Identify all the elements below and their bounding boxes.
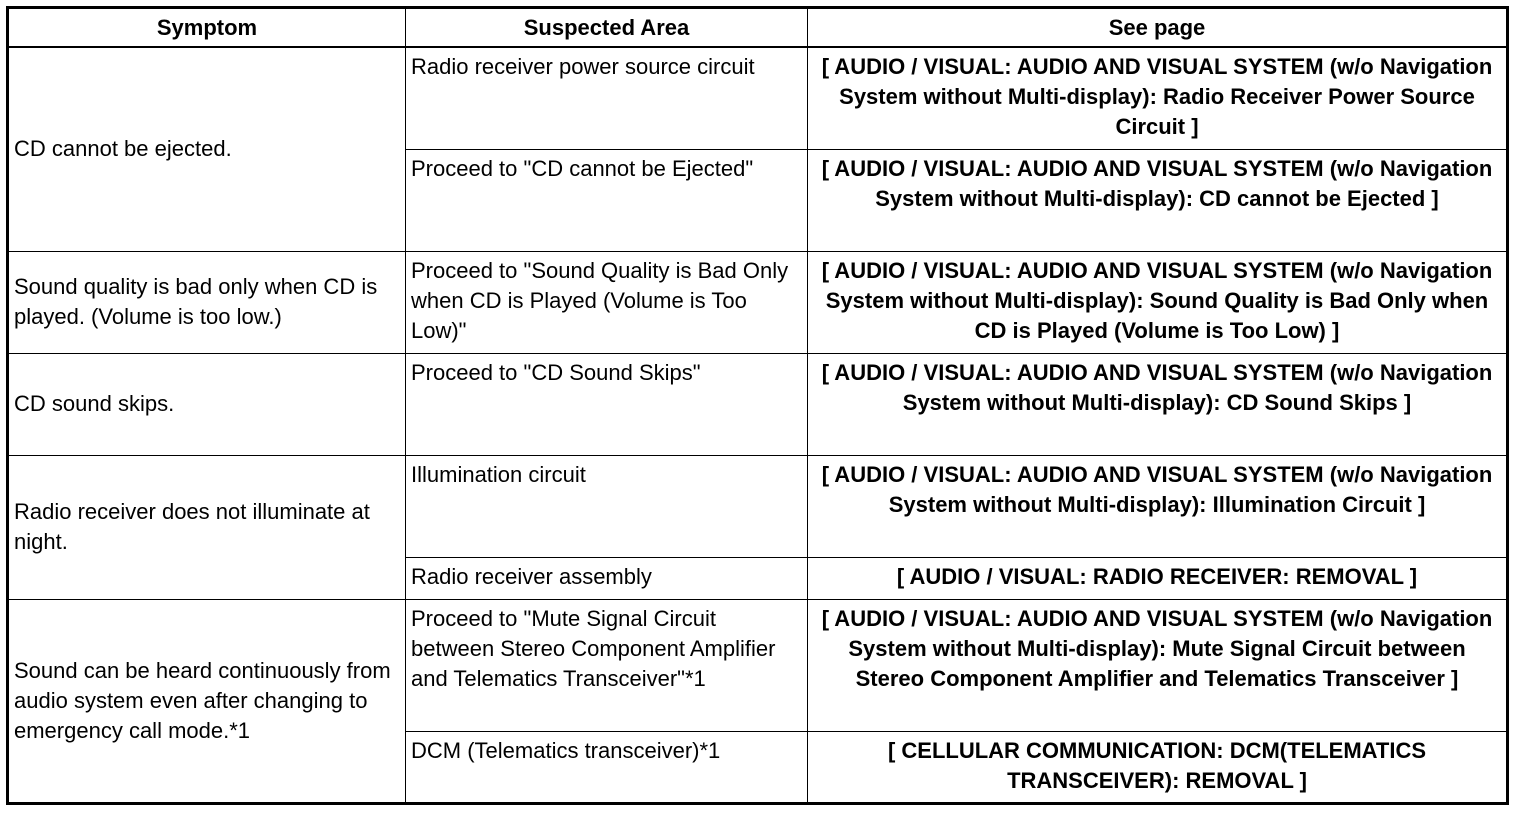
- suspected-area-cell: Proceed to "CD Sound Skips": [406, 353, 808, 455]
- see-page-link[interactable]: [ AUDIO / VISUAL: RADIO RECEIVER: REMOVAL ]: [808, 557, 1508, 599]
- see-page-link[interactable]: [ AUDIO / VISUAL: AUDIO AND VISUAL SYSTEM (w/o Navigation System without Multi-display): Mute Signal Circuit between Stereo Component Amplifier and Telematics Transceiver ]: [808, 599, 1508, 731]
- suspected-area-cell: DCM (Telematics transceiver)*1: [406, 731, 808, 803]
- symptom-cell: Sound can be heard continuously from audio system even after changing to emergency call mode.*1: [8, 599, 406, 803]
- see-page-link[interactable]: [ AUDIO / VISUAL: AUDIO AND VISUAL SYSTEM (w/o Navigation System without Multi-display): Illumination Circuit ]: [808, 455, 1508, 557]
- symptom-cell: Sound quality is bad only when CD is played. (Volume is too low.): [8, 251, 406, 353]
- symptom-cell: CD sound skips.: [8, 353, 406, 455]
- suspected-area-cell: Radio receiver power source circuit: [406, 47, 808, 149]
- header-row: [8, 8, 1508, 48]
- table-row: [8, 599, 1508, 731]
- table-row: [8, 251, 1508, 353]
- symptom-cell: Radio receiver does not illuminate at night.: [8, 455, 406, 599]
- suspected-area-cell: Illumination circuit: [406, 455, 808, 557]
- see-page-link[interactable]: [ AUDIO / VISUAL: AUDIO AND VISUAL SYSTEM (w/o Navigation System without Multi-display): CD cannot be Ejected ]: [808, 149, 1508, 251]
- table-row: [8, 353, 1508, 455]
- suspected-area-cell: Radio receiver assembly: [406, 557, 808, 599]
- header-symptom: Symptom: [8, 8, 406, 48]
- header-suspected-area: Suspected Area: [406, 8, 808, 48]
- diagnosis-table: [6, 6, 1509, 805]
- symptom-cell: CD cannot be ejected.: [8, 47, 406, 251]
- see-page-link[interactable]: [ AUDIO / VISUAL: AUDIO AND VISUAL SYSTEM (w/o Navigation System without Multi-display): CD Sound Skips ]: [808, 353, 1508, 455]
- see-page-link[interactable]: [ CELLULAR COMMUNICATION: DCM(TELEMATICS TRANSCEIVER): REMOVAL ]: [808, 731, 1508, 803]
- see-page-link[interactable]: [ AUDIO / VISUAL: AUDIO AND VISUAL SYSTEM (w/o Navigation System without Multi-display): Radio Receiver Power Source Circuit ]: [808, 47, 1508, 149]
- table-row: [8, 47, 1508, 149]
- header-see-page: See page: [808, 8, 1508, 48]
- suspected-area-cell: Proceed to "Sound Quality is Bad Only when CD is Played (Volume is Too Low)": [406, 251, 808, 353]
- table-row: [8, 455, 1508, 557]
- see-page-link[interactable]: [ AUDIO / VISUAL: AUDIO AND VISUAL SYSTEM (w/o Navigation System without Multi-display): Sound Quality is Bad Only when CD is Played (Volume is Too Low) ]: [808, 251, 1508, 353]
- suspected-area-cell: Proceed to "Mute Signal Circuit between Stereo Component Amplifier and Telematics Transceiver"*1: [406, 599, 808, 731]
- suspected-area-cell: Proceed to "CD cannot be Ejected": [406, 149, 808, 251]
